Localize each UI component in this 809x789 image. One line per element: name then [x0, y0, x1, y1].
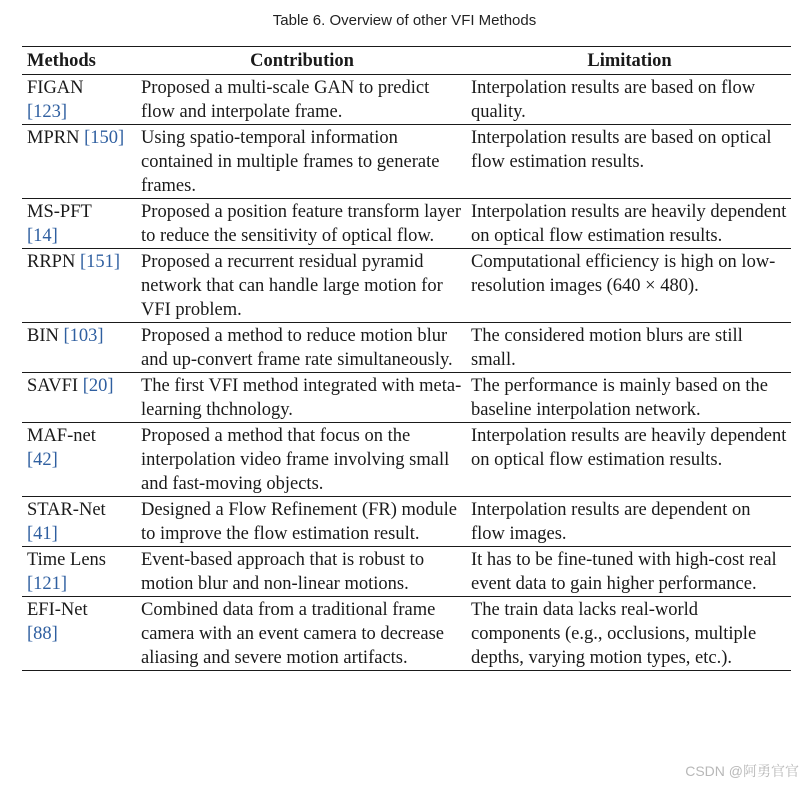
table-header-row	[22, 47, 791, 75]
table-caption: Table 6. Overview of other VFI Methods	[272, 12, 537, 29]
method-cell	[22, 374, 136, 422]
limitation-cell: Interpolation results are heavily dependent on optical flow estimation results.	[471, 202, 787, 246]
header-limitation: Limitation	[587, 51, 672, 71]
citation-link[interactable]: [41]	[27, 524, 58, 544]
method-name: STAR-Net	[27, 500, 106, 520]
method-name: SAVFI	[27, 376, 79, 396]
contribution-cell: Event-based approach that is robust to motion blur and non-linear motions.	[141, 550, 425, 594]
table-row	[22, 497, 791, 547]
contribution-cell: Proposed a method that focus on the interpolation video frame involving small and fast-moving objects.	[141, 426, 450, 494]
table-row	[22, 125, 791, 199]
limitation-cell: Computational efficiency is high on low-resolution images (640 × 480).	[471, 252, 776, 296]
contribution-cell: Proposed a recurrent residual pyramid network that can handle large motion for VFI problem.	[141, 252, 443, 320]
method-name: EFI-Net	[27, 600, 88, 620]
method-name: RRPN	[27, 252, 76, 272]
citation-link[interactable]: [151]	[79, 252, 121, 272]
limitation-cell: The considered motion blurs are still small.	[471, 326, 743, 370]
contribution-cell: Combined data from a traditional frame camera with an event camera to decrease aliasing and severe motion artifacts.	[141, 600, 445, 668]
method-cell	[22, 498, 136, 546]
method-name: MAF-net	[27, 426, 96, 446]
method-cell	[22, 424, 136, 496]
header-methods: Methods	[27, 51, 96, 71]
contribution-cell: Proposed a method to reduce motion blur and up-convert frame rate simultaneously.	[141, 326, 453, 370]
citation-link[interactable]: [20]	[82, 376, 114, 396]
citation-link[interactable]: [103]	[63, 326, 104, 346]
method-cell	[22, 598, 136, 670]
table-row	[22, 597, 791, 670]
contribution-cell: The first VFI method integrated with meta-learning thchnology.	[141, 376, 462, 420]
limitation-cell: Interpolation results are heavily dependent on optical flow estimation results.	[471, 426, 787, 470]
table-row	[22, 547, 791, 597]
limitation-cell: Interpolation results are based on flow quality.	[471, 78, 756, 122]
table-row	[22, 199, 791, 249]
limitation-cell: The train data lacks real-world components (e.g., occlusions, multiple depths, varying motion types, etc.).	[471, 600, 757, 668]
header-contribution: Contribution	[250, 51, 354, 71]
method-name: BIN	[27, 326, 59, 346]
limitation-cell: It has to be fine-tuned with high-cost real event data to gain higher performance.	[471, 550, 777, 594]
method-name: FIGAN	[27, 78, 84, 98]
method-cell	[22, 548, 136, 596]
citation-link[interactable]: [42]	[27, 450, 58, 470]
citation-link[interactable]: [88]	[27, 624, 58, 644]
method-cell	[22, 324, 136, 372]
citation-link[interactable]: [150]	[84, 128, 125, 148]
method-cell	[22, 126, 136, 198]
method-cell	[22, 250, 136, 322]
table-row	[22, 373, 791, 423]
method-name: MS-PFT	[27, 202, 92, 222]
method-name: Time Lens	[27, 550, 106, 570]
citation-link[interactable]: [123]	[27, 102, 68, 122]
table-row	[22, 423, 791, 497]
method-cell	[22, 200, 136, 248]
contribution-cell: Using spatio-temporal information contained in multiple frames to generate frames.	[141, 128, 440, 196]
csdn-watermark: CSDN @阿勇官官	[685, 763, 799, 779]
contribution-cell: Proposed a position feature transform layer to reduce the sensitivity of optical flow.	[141, 202, 462, 246]
citation-link[interactable]: [14]	[27, 226, 58, 246]
vfi-methods-table	[22, 46, 791, 671]
method-cell	[22, 76, 136, 124]
limitation-cell: Interpolation results are based on optical flow estimation results.	[471, 128, 772, 172]
table-bottom-rule	[22, 670, 791, 671]
table-row	[22, 323, 791, 373]
contribution-cell: Proposed a multi-scale GAN to predict flow and interpolate frame.	[141, 78, 430, 122]
table-row	[22, 249, 791, 323]
table-row	[22, 75, 791, 125]
citation-link[interactable]: [121]	[27, 574, 68, 594]
method-name: MPRN	[27, 128, 80, 148]
limitation-cell: The performance is mainly based on the baseline interpolation network.	[471, 376, 768, 420]
contribution-cell: Designed a Flow Refinement (FR) module to improve the flow estimation result.	[141, 500, 457, 544]
limitation-cell: Interpolation results are dependent on flow images.	[471, 500, 751, 544]
